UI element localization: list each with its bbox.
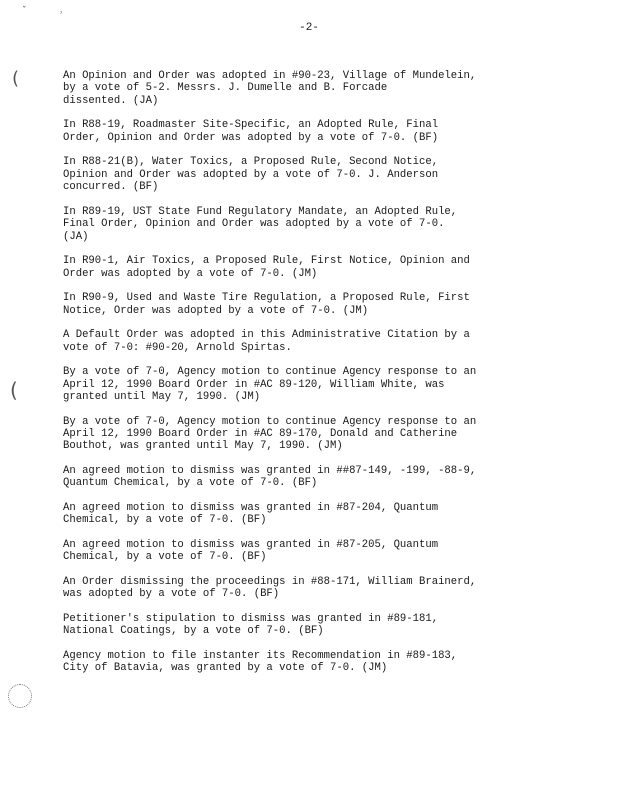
minutes-body (63, 70, 543, 687)
minutes-item: In R89-19, UST State Fund Regulatory Mandate, an Adopted Rule, Final Order, Opinion and Order was adopted by a vote of 7-0. (JA) (63, 205, 458, 243)
minutes-item: In R90-1, Air Toxics, a Proposed Rule, First Notice, Opinion and Order was adopted by a vote of 7-0. (JM) (63, 255, 470, 280)
scan-mark: ˇ (22, 6, 27, 16)
minutes-item: Petitioner's stipulation to dismiss was granted in #89-181, National Coatings, by a vote of 7-0. (BF) (63, 613, 439, 638)
minutes-item: An agreed motion to dismiss was granted in ##87-149, -199, -88-9, Quantum Chemical, by a vote of 7-0. (BF) (63, 465, 477, 490)
minutes-item: Agency motion to file instanter its Recommendation in #89-183, City of Batavia, was granted by a vote of 7-0. (JM) (63, 650, 458, 675)
binding-mark: ( (10, 378, 18, 402)
minutes-item: In R88-21(B), Water Toxics, a Proposed Rule, Second Notice, Opinion and Order was adopted by a vote of 7-0. J. Anderson concurred. (BF) (63, 156, 439, 194)
minutes-item: A Default Order was adopted in this Administrative Citation by a vote of 7-0: #90-20, Arnold Spirtas. (63, 329, 470, 354)
punch-hole (8, 684, 32, 708)
minutes-item: By a vote of 7-0, Agency motion to continue Agency response to an April 12, 1990 Board Order in #AC 89-120, William White, was granted until May 7, 1990. (JM) (63, 366, 477, 404)
minutes-item: An Opinion and Order was adopted in #90-23, Village of Mundelein, by a vote of 5-2. Messrs. J. Dumelle and B. Forcade dissented. (JA) (63, 70, 477, 107)
minutes-item: In R90-9, Used and Waste Tire Regulation, a Proposed Rule, First Notice, Order was adopted by a vote of 7-0. (JM) (63, 292, 470, 317)
binding-mark: ( (12, 68, 20, 89)
minutes-item: An agreed motion to dismiss was granted in #87-205, Quantum Chemical, by a vote of 7-0. (BF) (63, 539, 439, 564)
minutes-item: An Order dismissing the proceedings in #88-171, William Brainerd, was adopted by a vote of 7-0. (BF) (63, 576, 477, 601)
page-number: -2- (299, 22, 319, 34)
scan-mark: ˒ (60, 9, 63, 19)
minutes-item: In R88-19, Roadmaster Site-Specific, an Adopted Rule, Final Order, Opinion and Order was adopted by a vote of 7-0. (BF) (63, 119, 439, 144)
minutes-item: By a vote of 7-0, Agency motion to continue Agency response to an April 12, 1990 Board Order in #AC 89-170, Donald and Catherine Bouthot, was granted until May 7, 1990. (JM) (63, 415, 477, 453)
minutes-item: An agreed motion to dismiss was granted in #87-204, Quantum Chemical, by a vote of 7-0. (BF) (63, 502, 439, 527)
